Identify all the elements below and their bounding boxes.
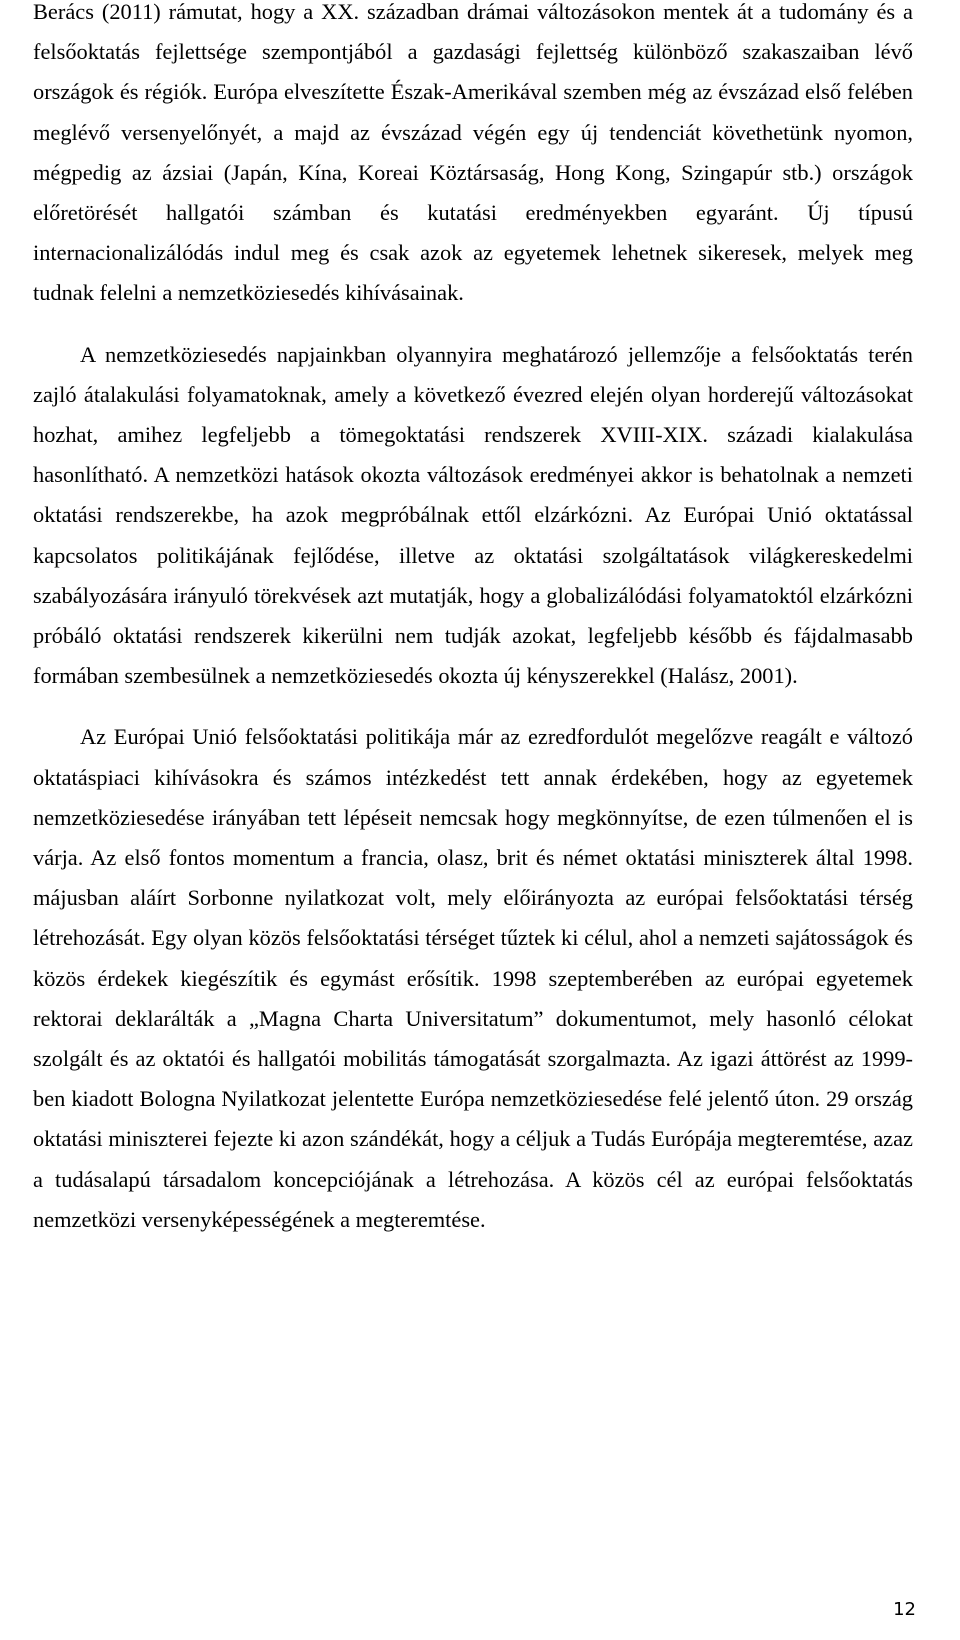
paragraph-beracs: Berács (2011) rámutat, hogy a XX. században drámai változásokon mentek át a tudomány és a felsőoktatás fejlettsége szempontjából a gazdasági fejlettség különböző szakaszaiban lévő országok és régiók. Európa elveszítette Észak-Amerikával szemben még az évszázad első felében meglévő versenyelőnyét, a majd az évszázad végén egy új tendenciát követhetünk nyomon, mégpedig az ázsiai (Japán, Kína, Koreai Köztársaság, Hong Kong, Szingapúr stb.) országok előretörését hallgatói számban és kutatási eredményekben egyaránt. Új típusú internacionalizálódás indul meg és csak azok az egyetemek lehetnek sikeresek, melyek meg tudnak felelni a nemzetköziesedés kihívásainak. [33,0,913,306]
paragraph-europai-unio: Az Európai Unió felsőoktatási politikája már az ezredfordulót megelőzve reagált e változó oktatáspiaci kihívásokra és számos intézkedést tett annak érdekében, hogy az egyetemek nemzetköziesedése irányában tett lépéseit nemcsak hogy megkönnyítse, de ezen túlmenően el is várja. Az első fontos momentum a francia, olasz, brit és német oktatási miniszterek által 1998. májusban aláírt Sorbonne nyilatkozat volt, mely előirányozta az európai felsőoktatási térség létrehozását. Egy olyan közös felsőoktatási térséget tűztek ki célul, ahol a nemzeti sajátosságok és közös érdekek kiegészítik és egymást erősítik. 1998 szeptemberében az európai egyetemek rektorai deklarálták a „Magna Charta Universitatum” dokumentumot, mely hasonló célokat szolgált és az oktatói és hallgatói mobilitás támogatását szorgalmazta. Az igazi áttörést az 1999-ben kiadott Bologna Nyilatkozat jelentette Európa nemzetköziesedése felé jelentő úton. 29 ország oktatási miniszterei fejezte ki azon szándékát, hogy a céljuk a Tudás Európája megteremtése, azaz a tudásalapú társadalom koncepciójának a létrehozása. A közös cél az európai felsőoktatás nemzetközi versenyképességének a megteremtése. [33,724,913,1232]
paragraph-nemzetkoziesedes: A nemzetköziesedés napjainkban olyannyira meghatározó jellemzője a felsőoktatás terén zajló átalakulási folyamatoknak, amely a következő évezred elején olyan horderejű változásokat hozhat, amihez legfeljebb a tömegoktatási rendszerek XVIII-XIX. századi kialakulása hasonlítható. A nemzetközi hatások okozta változások eredményei akkor is behatolnak a nemzeti oktatási rendszerekbe, ha azok megpróbálnak ettől elzárkózni. Az Európai Unió oktatással kapcsolatos politikájának fejlődése, illetve az oktatási szolgáltatások világkereskedelmi szabályozására irányuló törekvések azt mutatják, hogy a globalizálódási folyamatoktól elzárkózni próbáló oktatási rendszerek kikerülni nem tudják azokat, legfeljebb később és fájdalmasabb formában szembesülnek a nemzetköziesedés okozta új kényszerekkel (Halász, 2001). [33,341,913,689]
page-number: 12 [893,1599,916,1620]
document-page [33,0,913,1240]
